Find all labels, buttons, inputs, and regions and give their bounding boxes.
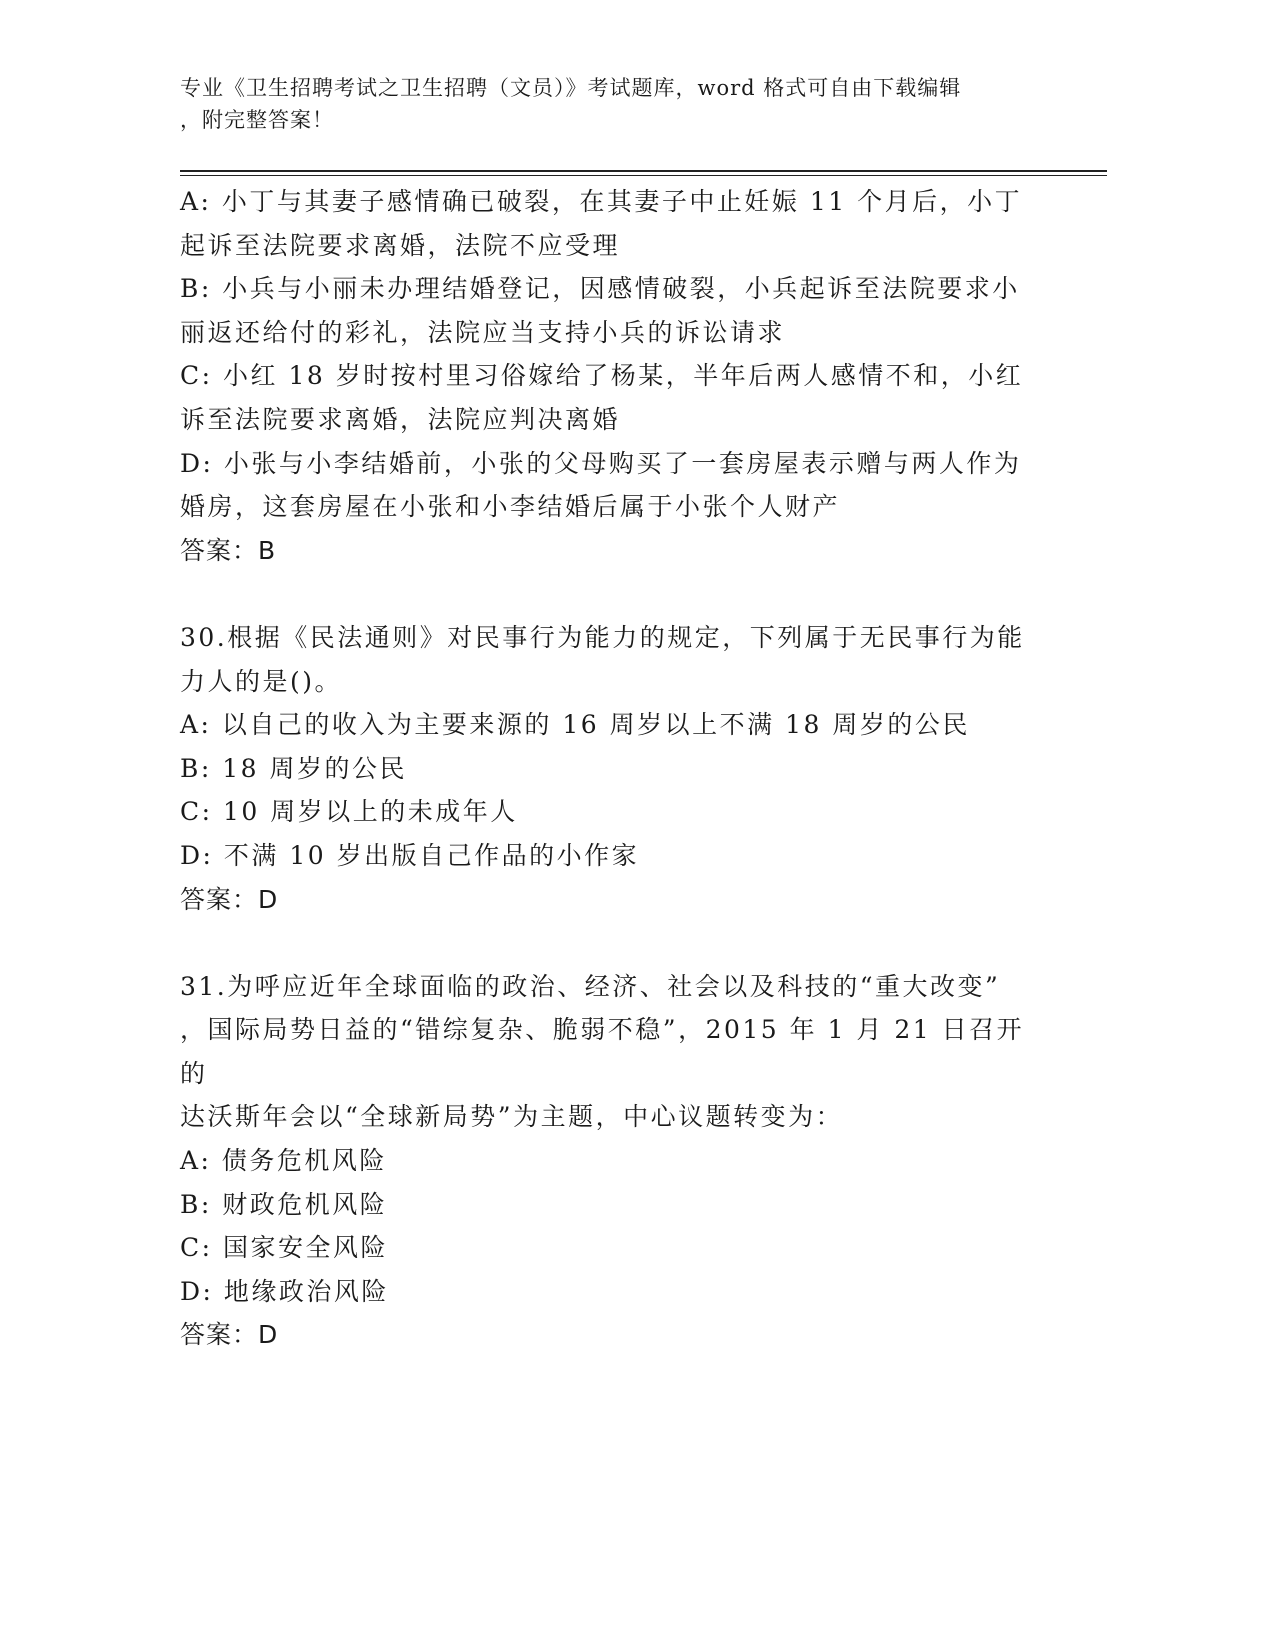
spacer [180, 572, 1040, 616]
q30-option-a: A: 以自己的收入为主要来源的 16 周岁以上不满 18 周岁的公民 [180, 710, 970, 740]
q30-answer: 答案：D [180, 884, 279, 914]
q31-question-line-3: 达沃斯年会以“全球新局势”为主题，中心议题转变为： [180, 1102, 844, 1132]
q31-question-line-2: ，国际局势日益的“错综复杂、脆弱不稳”，2015 年 1 月 21 日召开的 [180, 1015, 1025, 1088]
document-body [180, 180, 1040, 1357]
document-header [180, 72, 1030, 136]
q30-question-line-2: 力人的是()。 [180, 666, 343, 696]
header-line-2: ，附完整答案！ [180, 108, 334, 132]
q29-answer: 答案：B [180, 535, 277, 565]
q29-option-c-line-2: 诉至法院要求离婚，法院应判决离婚 [180, 404, 621, 434]
q29-option-d-line-1: D: 小张与小李结婚前，小张的父母购买了一套房屋表示赠与两人作为 [180, 448, 1022, 478]
q29-option-a-line-2: 起诉至法院要求离婚，法院不应受理 [180, 230, 621, 260]
q31-question-line-1: 31.为呼应近年全球面临的政治、经济、社会以及科技的“重大改变” [180, 971, 1001, 1001]
q30-option-b: B: 18 周岁的公民 [180, 753, 407, 783]
spacer [180, 921, 1040, 965]
header-rule-thin [180, 175, 1107, 176]
q29-option-c-line-1: C: 小红 18 岁时按村里习俗嫁给了杨某，半年后两人感情不和，小红 [180, 361, 1024, 391]
q29-option-a-line-1: A: 小丁与其妻子感情确已破裂，在其妻子中止妊娠 11 个月后，小丁 [180, 187, 1023, 216]
q31-answer: 答案：D [180, 1320, 279, 1350]
q29-option-b-line-1: B: 小兵与小丽未办理结婚登记，因感情破裂，小兵起诉至法院要求小 [180, 274, 1020, 304]
q30-option-d: D: 不满 10 岁出版自己作品的小作家 [180, 840, 640, 870]
q29-option-d-line-2: 婚房，这套房屋在小张和小李结婚后属于小张个人财产 [180, 492, 841, 522]
q31-option-c: C: 国家安全风险 [180, 1233, 388, 1263]
q31-option-b: B: 财政危机风险 [180, 1189, 388, 1219]
q30-question-line-1: 30.根据《民法通则》对民事行为能力的规定，下列属于无民事行为能 [180, 622, 1025, 652]
question-29 [180, 180, 1040, 572]
question-31 [180, 965, 1040, 1357]
q30-option-c: C: 10 周岁以上的未成年人 [180, 797, 518, 827]
q31-option-d: D: 地缘政治风险 [180, 1276, 389, 1306]
header-line-1: 专业《卫生招聘考试之卫生招聘（文员）》考试题库，word 格式可自由下载编辑 [180, 76, 962, 100]
q29-option-b-line-2: 丽返还给付的彩礼，法院应当支持小兵的诉讼请求 [180, 317, 786, 347]
header-rule-thick [180, 170, 1107, 172]
q31-option-a: A: 债务危机风险 [180, 1146, 387, 1176]
question-30 [180, 616, 1040, 921]
